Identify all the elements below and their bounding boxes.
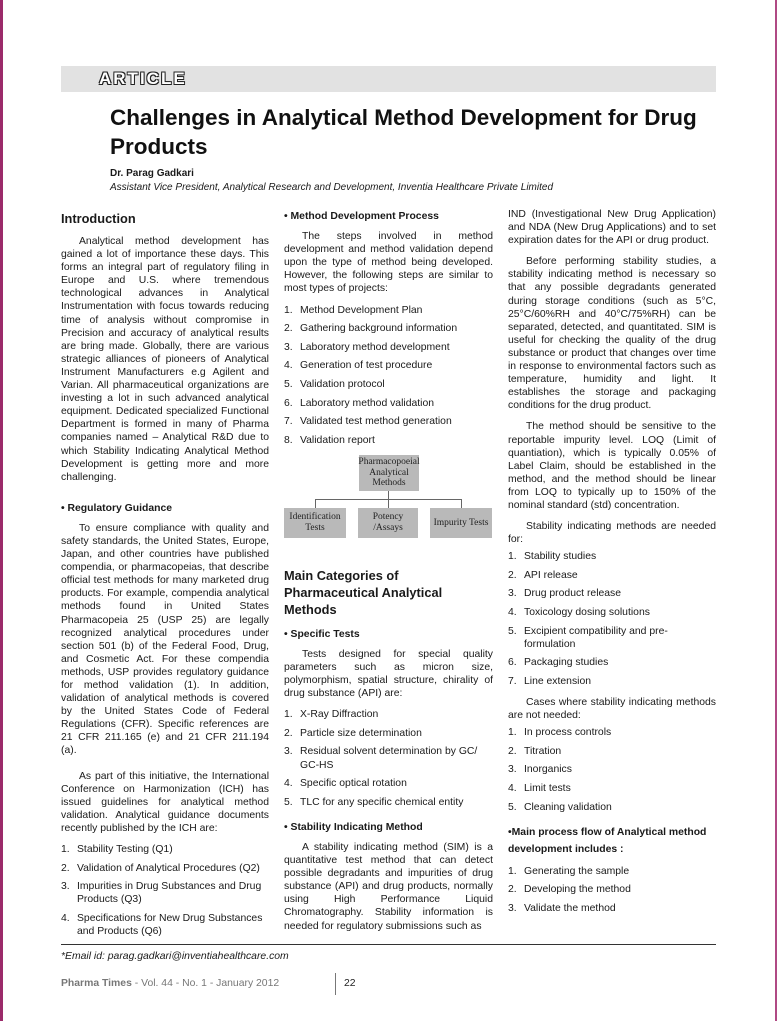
list-item: 3. Validate the method [508, 902, 616, 914]
stability-studies-paragraph: Before performing stability studies, a stability indicating method is necessary so that any possible degradants generated during storage conditions (such as 5°C, 25°C/60%RH and 40°C/75%RH) can be separated, detected, and quantitated. SIM is useful for checking the quality of the drug substance or product that changes over time in response to environmental factors such as temperature, humidity and light. It establishes the storage and packaging conditions for the drug product. [508, 256, 716, 412]
list-item: 8. Validation report [284, 434, 375, 446]
list-item: 7. Validated test method generation [284, 416, 452, 428]
diagram-connector [388, 491, 389, 499]
list-item: 1. Stability Testing (Q1) [61, 844, 173, 856]
diagram-connector [388, 499, 389, 508]
list-item: 6. Packaging studies [508, 657, 609, 669]
list-item: 6. Laboratory method validation [284, 397, 435, 409]
regulatory-paragraph-1: To ensure compliance with quality and safety standards, the United States, Europe, Japan, and other countries have published compendia, or pharmacopeias, that describe official test methods for many marketed drug products. For example, compendia analytical methods found in United States Pharmacopeia 25 (USP 25) are legally recognized analytical procedures under section 501 (b) of the Federal Food, Drug, and Cosmetic Act. For these compendia methods, USP provides regulatory guidance for method validation (1). In addition, validation of analytical methods is covered by the United States Code of Federal Regulations (CFR). Specific references are 21 CFR 211.165 (e) and 21 CFR 211.194 (a). [61, 522, 269, 757]
journal-name: Pharma Times [61, 978, 132, 989]
categories-heading: Main Categories of Pharmaceutical Analytical Methods [284, 567, 443, 617]
list-item: 1. X-Ray Diffraction [284, 709, 379, 721]
intro-paragraph: Analytical method development has gained a lot of importance these days. This forms an integral part of regulatory filing in Europe and U.S. where tremendous technological advances in Analytical Instrumentation with focus towards reducing time of analysis without compromise in Precision and accuracy of analytical results are bring made. Globally, there are various strategic alliances of pioneers of Analytical Instrument Manufacturers e.g Agilent and Varian. All pharmaceutical organizations are investing a lot in such advanced analytical equipment. Dedicated specialized Functional Department is formed in many of Pharma companies named – Analytical R&D due to which Stability Indicating Analytical Method Development is getting more and more challenging. [61, 236, 269, 483]
section-label: ARTICLE [99, 69, 187, 88]
specific-tests-heading: • Specific Tests [284, 628, 360, 640]
list-item: 5. Cleaning validation [508, 801, 612, 813]
method-process-paragraph: The steps involved in method development and method validation depend upon the type of method being developed. However, the following steps are similar to most types of projects: [284, 231, 493, 295]
diagram-connector [315, 499, 316, 508]
list-item: 4. Specifications for New Drug Substances and Products (Q6) [61, 912, 263, 937]
list-item: 4. Generation of test procedure [284, 360, 433, 372]
list-item: 5. TLC for any specific chemical entity [284, 796, 464, 808]
list-item: 3. Laboratory method development [284, 341, 450, 353]
list-item: 2. Titration [508, 745, 562, 757]
list-item: 4. Limit tests [508, 782, 571, 794]
list-item: 4. Specific optical rotation [284, 778, 407, 790]
list-item: 2. API release [508, 569, 578, 581]
diagram-connector [461, 499, 462, 508]
journal-citation [61, 978, 279, 989]
not-needed-list [508, 726, 716, 813]
list-item: 2. Validation of Analytical Procedures (Q2) [61, 862, 260, 874]
author-affiliation: Assistant Vice President, Analytical Research and Development, Inventia Healthcare Private Limited [110, 182, 554, 193]
ich-guidelines-list [61, 843, 269, 938]
list-item: 2. Developing the method [508, 884, 631, 896]
sensitivity-paragraph: The method should be sensitive to the reportable impurity level. LOQ (Limit of quantiation), which is typically 0.05% of Label Claim, should be established in the method, and the method should be linear from LOQ to typically up to 150% of the nominal standard (std) concentration. [508, 421, 716, 511]
column-1 [61, 208, 269, 946]
author-name: Dr. Parag Gadkari [110, 168, 194, 179]
footer-divider [335, 973, 336, 995]
footnote-rule [61, 944, 716, 945]
diagram-box-pharmacopoeial: Pharmacopoeial Analytical Methods [359, 455, 419, 491]
specific-tests-paragraph: Tests designed for special quality parameters such as micron size, polymorphism, spatial structure, chirality of drug substance (API) are: [284, 648, 493, 700]
list-item: 7. Line extension [508, 675, 592, 687]
needed-list [508, 550, 716, 688]
list-item: 3. Residual solvent determination by GC/ GC-HS [284, 746, 478, 771]
list-item: 1. Stability studies [508, 551, 597, 563]
list-item: 2. Gathering background information [284, 323, 458, 335]
column-2 [284, 208, 493, 941]
article-title: Challenges in Analytical Method Development for Drug Products [110, 105, 697, 159]
regulatory-paragraph-2: As part of this initiative, the International Conference on Harmonization (ICH) has issued guidelines for analytical method validation. Analytical guidance documents recently published by the ICH are: [61, 770, 269, 834]
list-item: 2. Particle size determination [284, 727, 422, 739]
journal-issue: - Vol. 44 - No. 1 - January 2012 [131, 978, 280, 989]
list-item: 3. Inorganics [508, 764, 572, 776]
list-item: 4. Toxicology dosing solutions [508, 607, 650, 619]
regulatory-heading: • Regulatory Guidance [61, 502, 173, 514]
list-item: 1. Generating the sample [508, 865, 630, 877]
stability-method-heading: • Stability Indicating Method [284, 821, 423, 833]
intro-heading: Introduction [61, 211, 136, 226]
diagram-box-impurity: Impurity Tests [430, 508, 492, 538]
page-edge-left [0, 0, 3, 1021]
method-steps-list [284, 304, 493, 447]
column-3 [508, 208, 716, 923]
process-flow-heading: •Main process flow of Analytical method development includes : [508, 826, 707, 855]
not-needed-intro: Cases where stability indicating methods are not needed: [508, 697, 716, 722]
list-item: 5. Validation protocol [284, 378, 385, 390]
analytical-methods-diagram [284, 455, 493, 545]
specific-tests-list [284, 708, 493, 809]
needed-intro: Stability indicating methods are needed for: [508, 521, 716, 546]
author-email-footnote: *Email id: parag.gadkari@inventiahealthcare.com [61, 951, 289, 962]
diagram-box-identification: Identification Tests [284, 508, 346, 538]
list-item: 1. Method Development Plan [284, 304, 423, 316]
section-banner [61, 66, 716, 92]
list-item: 3. Drug product release [508, 588, 622, 600]
continued-paragraph: IND (Investigational New Drug Application) and NDA (New Drug Applications) and to set expiration dates for the API or drug product. [508, 209, 716, 247]
page-number: 22 [344, 978, 356, 989]
list-item: 5. Excipient compatibility and pre-formulation [508, 625, 668, 650]
diagram-box-potency: Potency /Assays [358, 508, 418, 538]
process-flow-list [508, 865, 716, 915]
stability-method-paragraph: A stability indicating method (SIM) is a quantitative test method that can detect possible degradants and impurities of drug substance (API) and drug products, normally using High Performance Liquid Chromatography. Stability information is needed for regulatory submissions such as [284, 841, 493, 932]
list-item: 1. In process controls [508, 727, 612, 739]
list-item: 3. Impurities in Drug Substances and Drug Products (Q3) [61, 881, 262, 906]
method-process-heading: • Method Development Process [284, 211, 439, 222]
